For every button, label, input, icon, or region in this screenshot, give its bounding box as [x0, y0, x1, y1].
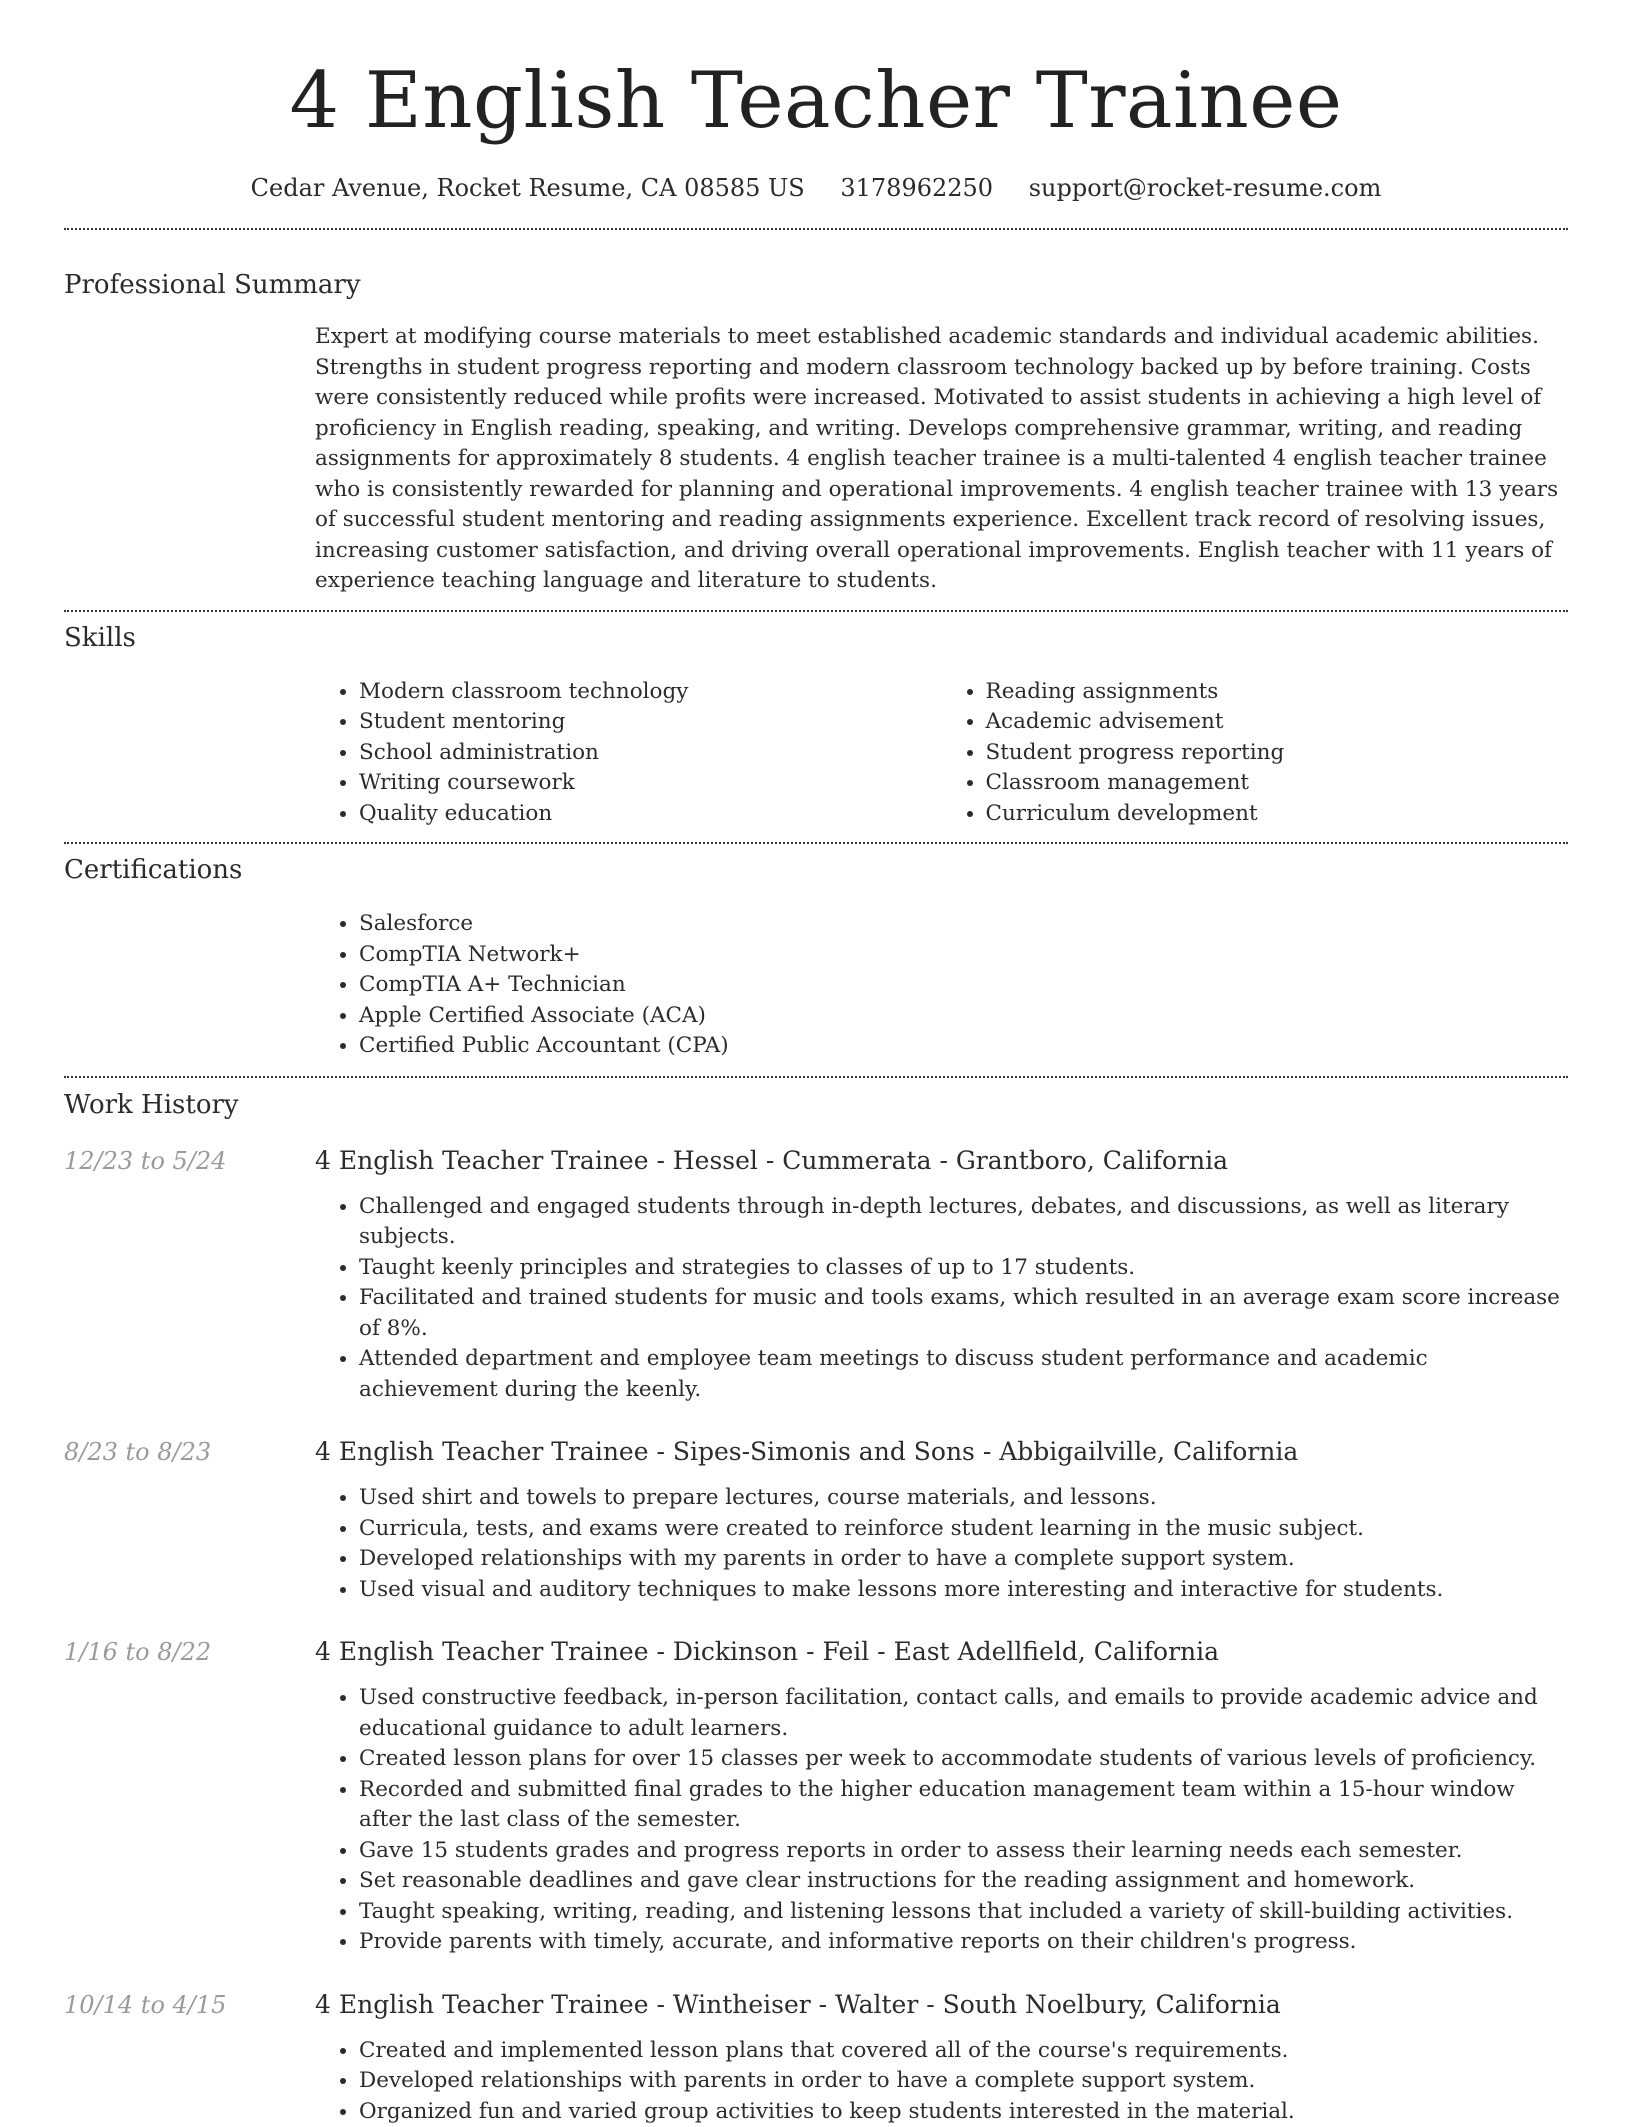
job-bullet: • Recorded and submitted final grades to the higher education management team within a 15-hour window after the last class of the semester. [359, 1775, 1568, 1836]
job-bullet: • Attended department and employee team meetings to discuss student performance and academic achievement during the keenly. [359, 1344, 1568, 1405]
skill-item: • Student mentoring [359, 707, 942, 738]
job-bullets [315, 1483, 1568, 1605]
skill-item: • School administration [359, 738, 942, 769]
job-bullet: • Created lesson plans for over 15 classes per week to accommodate students of various levels of proficiency. [359, 1744, 1568, 1775]
skills-list [315, 677, 1568, 830]
contact-line [64, 172, 1568, 204]
certifications-section [64, 844, 1568, 1062]
job-date: 1/16 to 8/22 [64, 1635, 211, 1669]
job-date: 10/14 to 4/15 [64, 1988, 226, 2022]
summary-heading: Professional Summary [64, 268, 1568, 302]
certification-item: • Certified Public Accountant (CPA) [359, 1031, 1568, 1062]
job-bullet: • Taught keenly principles and strategies to classes of up to 17 students. [359, 1253, 1568, 1284]
job-entry [64, 1144, 1568, 1406]
job-bullet: • Developed relationships with my parents in order to have a complete support system. [359, 1544, 1568, 1575]
contact-email: support@rocket-resume.com [1029, 174, 1382, 202]
skill-item: • Student progress reporting [986, 738, 1569, 769]
candidate-name: 4 English Teacher Trainee [64, 52, 1568, 150]
job-bullet: • Used visual and auditory techniques to make lessons more interesting and interactive for students. [359, 1575, 1568, 1606]
skill-item: • Classroom management [986, 768, 1569, 799]
skill-item: • Modern classroom technology [359, 677, 942, 708]
work-history-section [64, 1078, 1568, 2127]
job-bullet: • Facilitated and trained students for music and tools exams, which resulted in an average exam score increase of 8%. [359, 1283, 1568, 1344]
skills-column-left [315, 677, 942, 830]
job-bullets [315, 1683, 1568, 1958]
work-history-heading: Work History [64, 1088, 1568, 1122]
job-bullets [315, 2036, 1568, 2127]
job-entry [64, 1635, 1568, 1958]
certification-item: • CompTIA A+ Technician [359, 970, 1568, 1001]
certifications-heading: Certifications [64, 853, 1568, 887]
job-bullet: • Created and implemented lesson plans that covered all of the course's requirements. [359, 2036, 1568, 2067]
certifications-list [315, 909, 1568, 1062]
job-bullet: • Provide parents with timely, accurate, and informative reports on their children's progress. [359, 1927, 1568, 1958]
certification-item: • CompTIA Network+ [359, 940, 1568, 971]
job-title: 4 English Teacher Trainee - Wintheiser - Walter - South Noelbury, California [315, 1988, 1568, 2022]
skill-item: • Academic advisement [986, 707, 1569, 738]
job-entry [64, 1988, 1568, 2127]
contact-address: Cedar Avenue, Rocket Resume, CA 08585 US [251, 174, 805, 202]
skill-item: • Writing coursework [359, 768, 942, 799]
job-bullet: • Challenged and engaged students through in-depth lectures, debates, and discussions, as well as literary subjects. [359, 1192, 1568, 1253]
job-bullet: • Set reasonable deadlines and gave clear instructions for the reading assignment and homework. [359, 1866, 1568, 1897]
resume-header [64, 0, 1568, 204]
job-bullet: • Organized fun and varied group activities to keep students interested in the material. [359, 2097, 1568, 2127]
job-bullet: • Developed relationships with parents in order to have a complete support system. [359, 2066, 1568, 2097]
summary-body [315, 322, 1568, 597]
summary-section [64, 230, 1568, 597]
skill-item: • Curriculum development [986, 799, 1569, 830]
job-date: 12/23 to 5/24 [64, 1144, 226, 1178]
job-bullet: • Taught speaking, writing, reading, and listening lessons that included a variety of skill-building activities. [359, 1897, 1568, 1928]
summary-text: Expert at modifying course materials to meet established academic standards and individual academic abilities. Strengths in student progress reporting and modern classroom technology backed up by before training. Costs were consistently reduced while profits were increased. Motivated to assist students in achieving a high level of proficiency in English reading, speaking, and writing. Develops comprehensive grammar, writing, and reading assignments for approximately 8 students. 4 english teacher trainee is a multi-talented 4 english teacher trainee who is consistently rewarded for planning and operational improvements. 4 english teacher trainee with 13 years of successful student mentoring and reading assignments experience. Excellent track record of resolving issues, increasing customer satisfaction, and driving overall operational improvements. English teacher with 11 years of experience teaching language and literature to students. [315, 322, 1568, 597]
skill-item: • Quality education [359, 799, 942, 830]
certification-item: • Apple Certified Associate (ACA) [359, 1001, 1568, 1032]
job-title: 4 English Teacher Trainee - Dickinson - Feil - East Adellfield, California [315, 1635, 1568, 1669]
job-title: 4 English Teacher Trainee - Hessel - Cummerata - Grantboro, California [315, 1144, 1568, 1178]
skills-column-right [942, 677, 1569, 830]
job-date: 8/23 to 8/23 [64, 1435, 211, 1469]
skills-heading: Skills [64, 621, 1568, 655]
contact-phone: 3178962250 [840, 174, 993, 202]
job-bullet: • Used shirt and towels to prepare lectures, course materials, and lessons. [359, 1483, 1568, 1514]
job-bullets [315, 1192, 1568, 1406]
skills-section [64, 612, 1568, 830]
job-bullet: • Curricula, tests, and exams were created to reinforce student learning in the music subject. [359, 1514, 1568, 1545]
skill-item: • Reading assignments [986, 677, 1569, 708]
job-entry [64, 1435, 1568, 1605]
certification-item: • Salesforce [359, 909, 1568, 940]
job-bullet: • Used constructive feedback, in-person facilitation, contact calls, and emails to provide academic advice and educational guidance to adult learners. [359, 1683, 1568, 1744]
resume-page [64, 0, 1568, 2127]
job-title: 4 English Teacher Trainee - Sipes-Simonis and Sons - Abbigailville, California [315, 1435, 1568, 1469]
job-bullet: • Gave 15 students grades and progress reports in order to assess their learning needs each semester. [359, 1836, 1568, 1867]
